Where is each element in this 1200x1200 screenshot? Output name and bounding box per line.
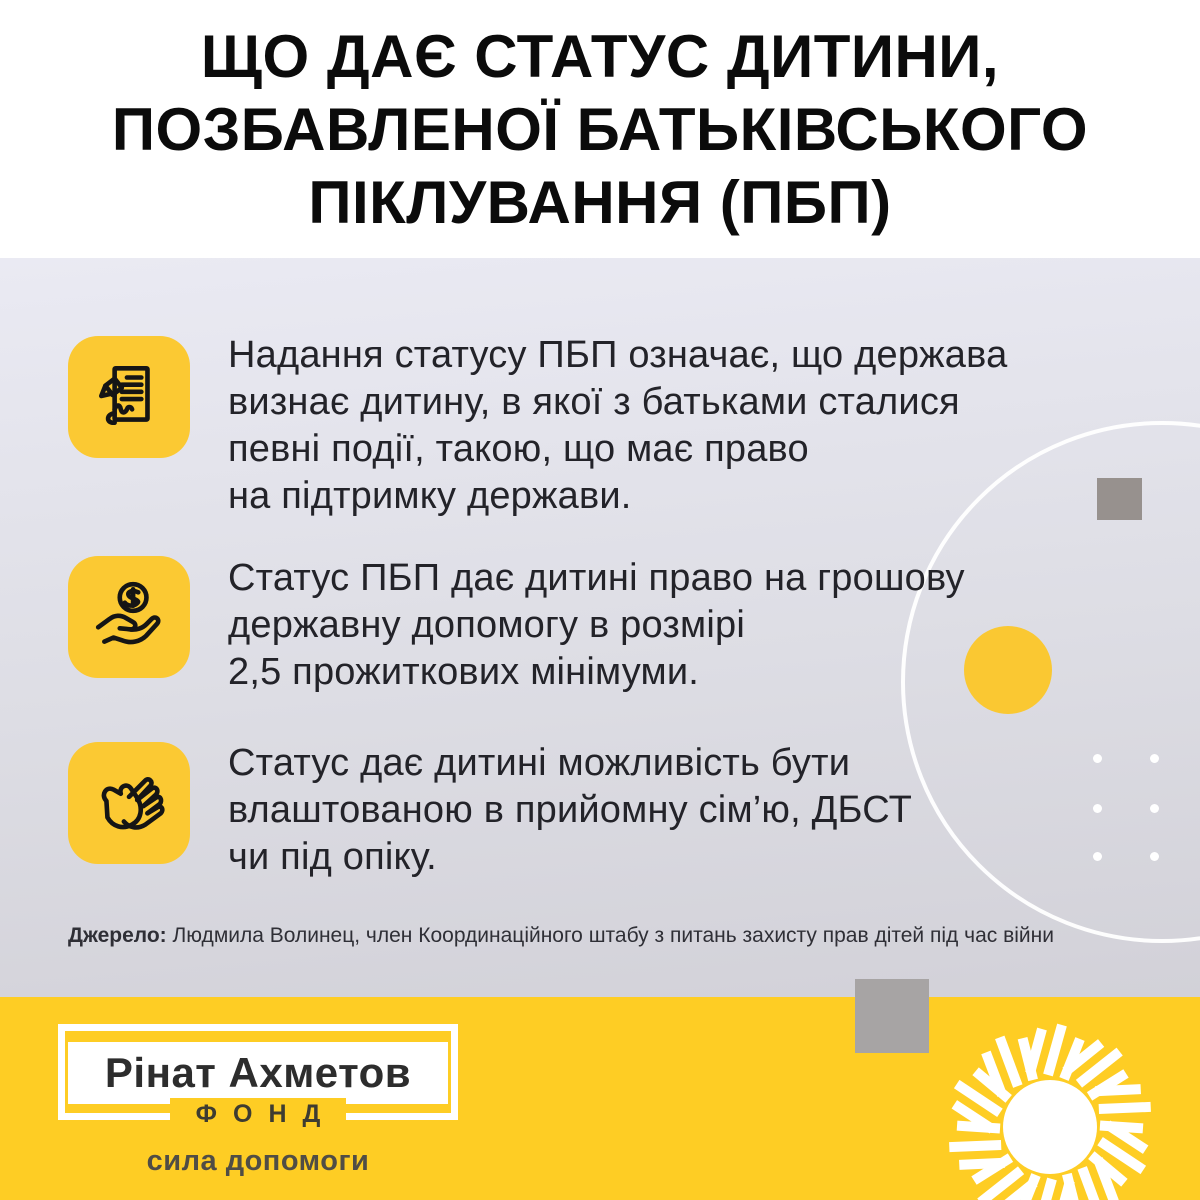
dot-decoration: [1150, 754, 1159, 763]
source-label: Джерело:: [68, 924, 167, 947]
brand-fond-row: [58, 1098, 458, 1131]
dot-decoration: [1150, 804, 1159, 813]
benefit-text-line: визнає дитину, в якої з батьками сталися: [228, 381, 960, 423]
benefit-text-line: певні події, такою, що має право: [228, 428, 809, 470]
benefit-text-line: 2,5 прожиткових мінімуми.: [228, 651, 700, 693]
benefit-text-line: Статус дає дитині можливість бути: [228, 742, 851, 784]
page-title-line: ПІКЛУВАННЯ (ПБП): [308, 168, 892, 236]
document-signature-icon: [68, 336, 190, 458]
dot-decoration: [1093, 852, 1102, 861]
source-text: Людмила Волинец, член Координаційного штабу з питань захисту прав дітей під час війни: [166, 924, 1054, 947]
hand-coin-icon: [68, 556, 190, 678]
page-title-line: ПОЗБАВЛЕНОЇ БАТЬКІВСЬКОГО: [111, 95, 1089, 163]
sunburst-icon: [930, 1007, 1170, 1200]
benefit-text-line: Надання статусу ПБП означає, що держава: [228, 334, 1008, 376]
brand-tagline: сила допомоги: [146, 1145, 370, 1177]
dot-decoration: [1150, 852, 1159, 861]
benefit-text: [228, 555, 965, 696]
brand-fond-label: ФОНД: [170, 1098, 347, 1131]
header: [0, 0, 1200, 258]
benefit-text-line: на підтримку держави.: [228, 475, 632, 517]
footer: [0, 997, 1200, 1200]
gray-square-decoration: [1097, 478, 1142, 520]
dot-decoration: [1093, 804, 1102, 813]
page-title-line: ЩО ДАЄ СТАТУС ДИТИНИ,: [200, 22, 1000, 90]
gray-square-decoration: [855, 979, 929, 1053]
source-line: [68, 923, 1054, 949]
dot-decoration: [1093, 754, 1102, 763]
benefit-text-line: влаштованою в прийомну сім’ю, ДБСТ: [228, 789, 913, 831]
content-panel: [0, 258, 1200, 997]
yellow-circle-decoration: [964, 626, 1052, 714]
benefit-text: [228, 332, 1007, 520]
benefit-text: [228, 740, 912, 881]
benefit-text-line: Статус ПБП дає дитині право на грошову: [228, 557, 965, 599]
helping-hands-icon: [68, 742, 190, 864]
benefit-text-line: державну допомогу в розмірі: [228, 604, 745, 646]
benefit-text-line: чи під опіку.: [228, 836, 437, 878]
brand-name: Рінат Ахметов: [68, 1042, 448, 1104]
